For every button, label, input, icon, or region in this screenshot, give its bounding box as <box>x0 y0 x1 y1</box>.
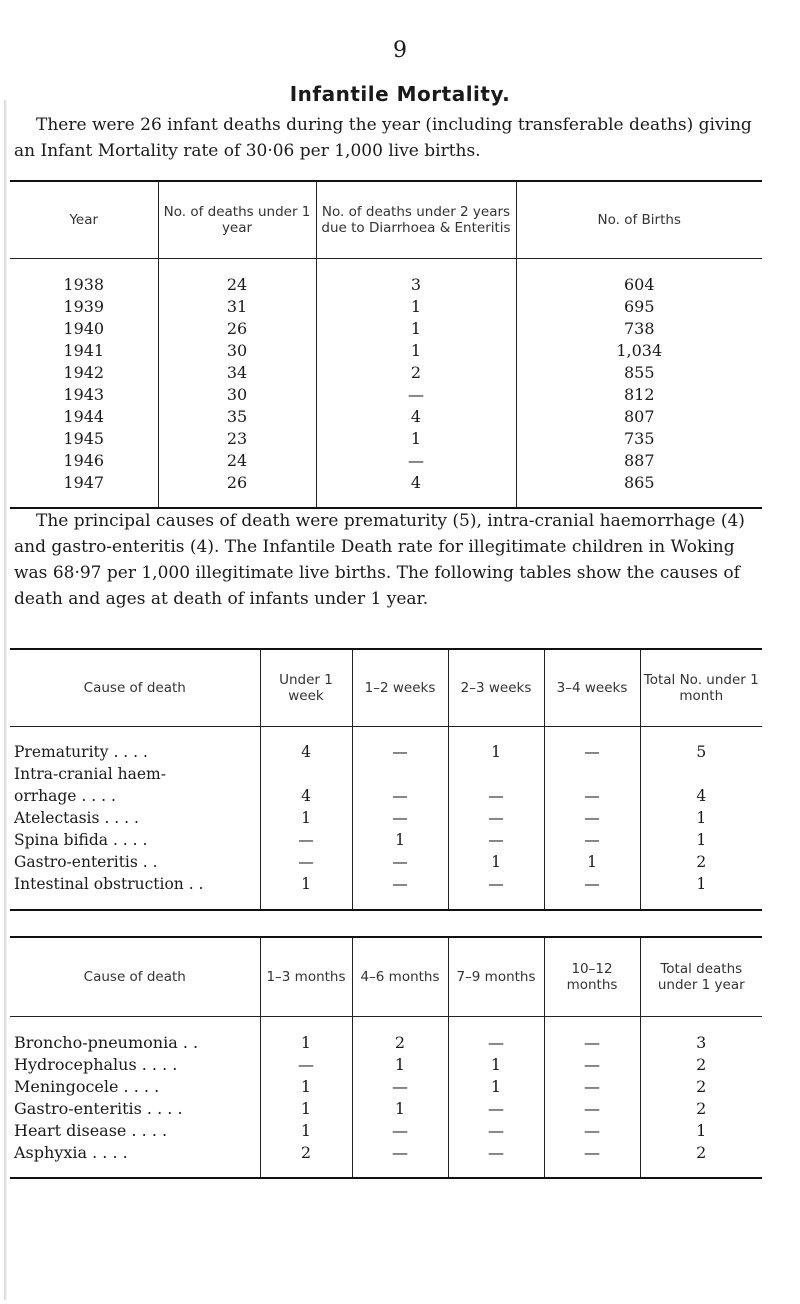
table-cell: 1942 <box>63 362 105 382</box>
table-cell: 2 <box>352 1017 448 1054</box>
table-cell: 604 <box>516 259 762 296</box>
table-cell: 4 <box>260 785 352 807</box>
table-cell: 1 <box>352 1053 448 1075</box>
table-cell <box>640 763 762 785</box>
table-cell: Spina bifida . . . . <box>14 831 148 849</box>
table-cell: 1 <box>640 829 762 851</box>
table-cell: Heart disease . . . . <box>14 1120 168 1140</box>
table-cell: 30 <box>158 339 316 361</box>
under-month-table <box>10 648 762 911</box>
table-cell: 812 <box>516 383 762 405</box>
table-cell: — <box>260 829 352 851</box>
table-cell: — <box>448 873 544 910</box>
table-row <box>10 361 762 383</box>
table-cell: — <box>352 1075 448 1097</box>
table-cell: 2 <box>316 361 516 383</box>
table-cell: — <box>544 1097 640 1119</box>
table-row <box>10 1097 762 1119</box>
column-header: 10–12 months <box>544 937 640 1017</box>
table-cell: — <box>544 1075 640 1097</box>
mortality-table <box>10 180 762 509</box>
table-cell: — <box>448 1097 544 1119</box>
table-row <box>10 873 762 910</box>
table-cell: 1945 <box>63 428 105 448</box>
table-cell: 1 <box>352 829 448 851</box>
table-row <box>10 1053 762 1075</box>
table-cell <box>260 763 352 785</box>
table-cell: — <box>448 1141 544 1178</box>
table-cell: 31 <box>158 295 316 317</box>
column-header: 4–6 months <box>352 937 448 1017</box>
table-cell: 1940 <box>63 318 105 338</box>
table-cell: — <box>352 785 448 807</box>
table-cell: 807 <box>516 405 762 427</box>
table-cell: 1 <box>448 1053 544 1075</box>
table-cell: — <box>544 873 640 910</box>
table-cell: 1 <box>260 1017 352 1054</box>
table-cell: Prematurity . . . . <box>14 743 148 761</box>
table-cell: — <box>544 727 640 764</box>
table-cell: 2 <box>640 1053 762 1075</box>
table-cell: 738 <box>516 317 762 339</box>
table-cell: — <box>352 727 448 764</box>
table-cell: 26 <box>158 471 316 508</box>
page-edge-shadow <box>4 100 7 1300</box>
table-cell: 3 <box>640 1017 762 1054</box>
table-cell: — <box>544 785 640 807</box>
table-cell: 1 <box>316 427 516 449</box>
table-cell: 2 <box>640 1141 762 1178</box>
table-cell: Asphyxia . . . . <box>14 1142 128 1162</box>
table-cell: 1 <box>448 1075 544 1097</box>
table-cell: — <box>352 851 448 873</box>
table-cell: Intestinal obstruction . . <box>14 875 204 893</box>
table-row <box>10 1119 762 1141</box>
table-cell: — <box>544 829 640 851</box>
table-cell: Gastro-enteritis . . . . <box>14 1098 183 1118</box>
column-header: No. of deaths under 1 year <box>158 181 316 259</box>
column-header: No. of deaths under 2 years due to Diarrhoea & Enteritis <box>316 181 516 259</box>
table-cell: Atelectasis . . . . <box>14 809 139 827</box>
column-header: 3–4 weeks <box>544 649 640 727</box>
intro-paragraph: There were 26 infant deaths during the year (including transferable deaths) giving an Infant Mortality rate of 30·06 per 1,000 live births. <box>14 115 752 161</box>
table-cell: 4 <box>640 785 762 807</box>
table-row <box>10 851 762 873</box>
table-cell: 1939 <box>63 296 105 316</box>
table-cell: 1 <box>640 807 762 829</box>
table-cell: Meningocele . . . . <box>14 1076 160 1096</box>
table-cell: 2 <box>640 851 762 873</box>
table-cell: 1 <box>544 851 640 873</box>
table-cell: 2 <box>260 1141 352 1178</box>
column-header: Under 1 week <box>260 649 352 727</box>
table-cell: 865 <box>516 471 762 508</box>
causes-paragraph: The principal causes of death were prematurity (5), intra-cranial haemorrhage (4) and gastro-enteritis (4). The Infantile Death rate for illegitimate children in Woking was 68·97 per 1,000 illegitimate live births. The following tables show the causes of death and ages at death of infants under 1 year. <box>14 511 745 609</box>
table-cell: — <box>260 851 352 873</box>
table-row <box>10 471 762 508</box>
table-row <box>10 1075 762 1097</box>
table-cell <box>448 763 544 785</box>
column-header: Year <box>10 181 158 259</box>
under-year-table <box>10 936 762 1179</box>
table-cell: 735 <box>516 427 762 449</box>
table-cell: — <box>544 1141 640 1178</box>
table-cell: 1 <box>260 873 352 910</box>
table-cell: 1 <box>316 317 516 339</box>
table-cell: 855 <box>516 361 762 383</box>
table-row <box>10 1141 762 1178</box>
table-cell: 5 <box>640 727 762 764</box>
table-row <box>10 449 762 471</box>
table-cell: 24 <box>158 449 316 471</box>
table-cell: 1941 <box>63 340 105 360</box>
page-number: 9 <box>393 38 407 63</box>
mortality-table-header <box>10 181 762 259</box>
table-cell: — <box>544 1017 640 1054</box>
table-row <box>10 383 762 405</box>
table-cell <box>352 763 448 785</box>
table-cell: — <box>352 1119 448 1141</box>
table-cell: 3 <box>316 259 516 296</box>
table-cell: — <box>448 829 544 851</box>
table-row <box>10 727 762 764</box>
table-cell: 1 <box>448 727 544 764</box>
table-cell: 1 <box>260 1097 352 1119</box>
table-cell: — <box>316 383 516 405</box>
table-cell: 2 <box>640 1097 762 1119</box>
table-cell: — <box>352 873 448 910</box>
table-row <box>10 807 762 829</box>
table-cell: Intra-cranial haem- <box>14 765 166 783</box>
table-cell: 1 <box>640 873 762 910</box>
table-cell <box>544 763 640 785</box>
table-cell: orrhage . . . . <box>14 787 116 805</box>
table-cell: 24 <box>158 259 316 296</box>
table-cell: 30 <box>158 383 316 405</box>
under-year-table-header <box>10 937 762 1017</box>
table-cell: — <box>352 1141 448 1178</box>
table-cell: 1947 <box>63 472 105 492</box>
table-row <box>10 317 762 339</box>
table-cell: Hydrocephalus . . . . <box>14 1054 178 1074</box>
table-cell: 1 <box>316 339 516 361</box>
table-cell: 887 <box>516 449 762 471</box>
table-cell: 1 <box>260 1075 352 1097</box>
table-cell: — <box>448 1017 544 1054</box>
under-month-table-header <box>10 649 762 727</box>
table-cell: 1 <box>640 1119 762 1141</box>
table-cell: 4 <box>316 471 516 508</box>
table-cell: 1 <box>316 295 516 317</box>
table-cell: — <box>260 1053 352 1075</box>
table-cell: — <box>352 807 448 829</box>
table-row <box>10 339 762 361</box>
table-cell: 1 <box>260 807 352 829</box>
column-header: Cause of death <box>10 649 260 727</box>
table-row <box>10 785 762 807</box>
table-cell: 1,034 <box>516 339 762 361</box>
table-cell: 1944 <box>63 406 105 426</box>
table-cell: 2 <box>640 1075 762 1097</box>
table-row <box>10 405 762 427</box>
table-cell: — <box>544 1119 640 1141</box>
table-cell: 4 <box>260 727 352 764</box>
table-cell: 695 <box>516 295 762 317</box>
table-cell: Broncho-pneumonia . . <box>14 1032 199 1052</box>
table-cell: — <box>448 1119 544 1141</box>
table-cell: — <box>316 449 516 471</box>
table-cell: 35 <box>158 405 316 427</box>
column-header: No. of Births <box>516 181 762 259</box>
table-row <box>10 427 762 449</box>
column-header: 2–3 weeks <box>448 649 544 727</box>
table-cell: — <box>448 807 544 829</box>
table-cell: 23 <box>158 427 316 449</box>
table-cell: 1 <box>352 1097 448 1119</box>
table-cell: 26 <box>158 317 316 339</box>
table-row <box>10 259 762 296</box>
table-cell: 1 <box>448 851 544 873</box>
table-row <box>10 829 762 851</box>
table-cell: 4 <box>316 405 516 427</box>
column-header: Total deaths under 1 year <box>640 937 762 1017</box>
column-header: 7–9 months <box>448 937 544 1017</box>
table-cell: — <box>544 1053 640 1075</box>
table-row <box>10 763 762 785</box>
table-cell: 1943 <box>63 384 105 404</box>
column-header: Cause of death <box>10 937 260 1017</box>
column-header: 1–2 weeks <box>352 649 448 727</box>
table-cell: — <box>448 785 544 807</box>
table-cell: 1946 <box>63 450 105 470</box>
column-header: Total No. under 1 month <box>640 649 762 727</box>
table-cell: Gastro-enteritis . . <box>14 853 158 871</box>
table-cell: 1938 <box>63 274 105 294</box>
column-header: 1–3 months <box>260 937 352 1017</box>
table-cell: 34 <box>158 361 316 383</box>
table-cell: 1 <box>260 1119 352 1141</box>
table-row <box>10 1017 762 1054</box>
table-row <box>10 295 762 317</box>
page-title: Infantile Mortality. <box>289 82 511 106</box>
table-cell: — <box>544 807 640 829</box>
